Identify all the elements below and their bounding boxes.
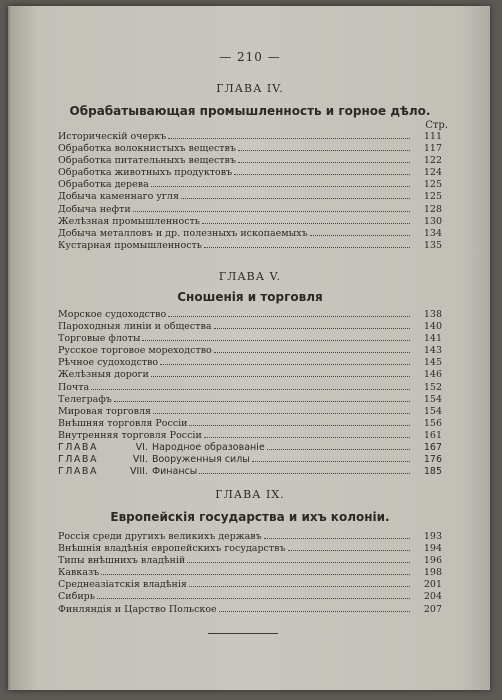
toc-entry — [58, 542, 442, 554]
toc-entry-title: Финансы — [151, 466, 198, 478]
leader-dots — [91, 381, 410, 390]
toc-entry-title: Финляндія и Царство Польское — [58, 603, 217, 615]
toc-entry-title: Внѣшнія владѣнія европейскихъ государствъ — [58, 543, 286, 555]
toc-entry-page: 152 — [423, 381, 442, 393]
leader-dots — [189, 417, 410, 426]
chapter-9-title: Европейскія государства и ихъ колоніи. — [110, 510, 390, 524]
toc-entry-title: Внѣшняя торговля Россіи — [58, 417, 188, 429]
toc-entry-title: Вооруженныя силы — [151, 454, 250, 466]
toc-entry-page: 145 — [423, 357, 442, 369]
toc-entry-title: Добыча нефти — [58, 203, 131, 215]
leader-dots — [204, 429, 410, 438]
leader-dots — [151, 178, 410, 187]
page-column-header: Стр. — [425, 120, 448, 131]
leader-dots — [168, 308, 410, 317]
toc-entry-title: Желѣзная промышленность — [58, 215, 200, 227]
toc-entry-page: 117 — [423, 143, 442, 155]
toc-entry-page: 125 — [423, 191, 442, 203]
leader-dots — [219, 603, 410, 612]
toc-entry-page: 122 — [423, 155, 442, 167]
toc-entry-title: Торговые флоты — [58, 333, 141, 345]
leader-dots — [97, 590, 410, 599]
toc-entry — [58, 130, 442, 142]
toc-entry — [58, 381, 442, 393]
toc-entry-title: Историческій очеркъ — [58, 131, 167, 142]
chapter-5-toc — [58, 308, 442, 477]
toc-chapter-entry — [58, 453, 442, 465]
toc-entry-page: 141 — [423, 333, 442, 345]
toc-entry-page: 135 — [423, 239, 442, 251]
toc-entry-title: Обработка дерева — [58, 179, 149, 191]
toc-entry-title: Обработка питательныхъ веществъ — [58, 155, 236, 167]
toc-entry — [58, 344, 442, 356]
toc-entry-title: Кавказъ — [58, 567, 100, 579]
leader-dots — [181, 190, 410, 199]
toc-entry — [58, 603, 442, 615]
toc-entry-page: 154 — [423, 405, 442, 417]
toc-entry-page: 143 — [423, 345, 442, 357]
leader-dots — [238, 142, 410, 151]
toc-entry — [58, 166, 442, 178]
page-number: — 210 — — [219, 50, 281, 64]
toc-entry-page: 176 — [423, 454, 442, 466]
chapter-9-label: ГЛАВА IX. — [215, 488, 285, 501]
leader-dots — [214, 344, 410, 353]
toc-entry-page: 140 — [423, 321, 442, 333]
leader-dots — [160, 356, 410, 365]
toc-entry-page: 196 — [423, 555, 442, 567]
toc-entry-title: Кустарная промышленность — [58, 239, 202, 251]
toc-entry-page: 111 — [423, 131, 442, 142]
toc-entry-page: 130 — [423, 215, 442, 227]
toc-entry-page: 154 — [423, 393, 442, 405]
toc-entry-title: Среднеазіатскія владѣнія — [58, 579, 187, 591]
toc-entry-page: 146 — [423, 369, 442, 381]
leader-dots — [151, 368, 410, 377]
toc-entry-page: 201 — [423, 579, 442, 591]
toc-entry — [58, 142, 442, 154]
toc-entry — [58, 332, 442, 344]
toc-entry-title: Внутренняя торговля Россіи — [58, 429, 202, 441]
chapter-4-title: Обрабатывающая промышленность и горное дѣло. — [69, 104, 431, 118]
leader-dots — [189, 578, 410, 587]
chapter-label: ГЛАВА — [58, 442, 98, 454]
toc-entry — [58, 154, 442, 166]
toc-entry-title: Русское торговое мореходство — [58, 345, 212, 357]
leader-dots — [101, 566, 410, 575]
toc-entry — [58, 320, 442, 332]
chapter-9-toc — [58, 530, 442, 615]
toc-entry — [58, 530, 442, 542]
toc-chapter-entry — [58, 465, 442, 477]
toc-entry-title: Типы внѣшнихъ владѣній — [58, 555, 186, 567]
chapter-5-label: ГЛАВА V. — [218, 270, 282, 283]
leader-dots — [133, 203, 410, 212]
chapter-numeral: VIII. — [130, 466, 148, 478]
toc-entry-title: Телеграфъ — [58, 393, 112, 405]
toc-entry — [58, 227, 442, 239]
chapter-4-toc — [58, 130, 442, 251]
toc-entry-title: Почта — [58, 381, 90, 393]
leader-dots — [187, 554, 410, 563]
toc-entry-page: 156 — [423, 417, 442, 429]
toc-entry — [58, 554, 442, 566]
leader-dots — [202, 215, 410, 224]
toc-entry-page: 198 — [423, 567, 442, 579]
toc-entry-title: Народное образованіе — [151, 442, 265, 454]
toc-entry — [58, 215, 442, 227]
leader-dots — [142, 332, 410, 341]
toc-entry-title: Желѣзныя дороги — [58, 369, 149, 381]
toc-entry — [58, 393, 442, 405]
toc-entry — [58, 356, 442, 368]
leader-dots — [234, 166, 410, 175]
toc-entry — [58, 178, 442, 190]
toc-entry-page: 125 — [423, 179, 442, 191]
book-page — [8, 6, 490, 690]
toc-entry-title: Сибирь — [58, 591, 95, 603]
toc-entry-title: Добыча металловъ и др. полезныхъ ископаемыхъ — [58, 227, 308, 239]
chapter-numeral: VII. — [132, 454, 148, 466]
leader-dots — [252, 453, 410, 462]
toc-entry-page: 161 — [423, 429, 442, 441]
toc-entry — [58, 203, 442, 215]
chapter-4-label: ГЛАВА IV. — [216, 82, 284, 95]
chapter-label: ГЛАВА — [58, 454, 98, 466]
toc-entry-title: Обработка животныхъ продуктовъ — [58, 167, 233, 179]
leader-dots — [153, 405, 410, 414]
toc-entry — [58, 190, 442, 202]
chapter-label: ГЛАВА — [58, 466, 98, 478]
toc-entry-title: Мировая торговля — [58, 405, 152, 417]
toc-entry — [58, 417, 442, 429]
leader-dots — [288, 542, 410, 551]
toc-entry — [58, 566, 442, 578]
closing-rule — [208, 633, 278, 634]
chapter-numeral: VI. — [135, 442, 148, 454]
toc-entry-page: 204 — [423, 591, 442, 603]
toc-entry-title: Пароходныя линіи и общества — [58, 321, 212, 333]
toc-entry-page: 193 — [423, 531, 442, 542]
toc-entry — [58, 239, 442, 251]
toc-entry — [58, 368, 442, 380]
toc-entry-page: 124 — [423, 167, 442, 179]
toc-entry-page: 128 — [423, 203, 442, 215]
toc-entry-title: Россія среди другихъ великихъ державъ — [58, 531, 262, 542]
chapter-5-title: Сношенія и торговля — [177, 290, 323, 304]
toc-entry-title: Добыча каменнаго угля — [58, 191, 179, 203]
toc-entry-page: 138 — [423, 309, 442, 320]
leader-dots — [214, 320, 410, 329]
toc-entry — [58, 590, 442, 602]
leader-dots — [310, 227, 410, 236]
toc-entry-title: Морское судоходство — [58, 309, 167, 320]
toc-entry — [58, 308, 442, 320]
leader-dots — [199, 465, 410, 474]
toc-entry — [58, 429, 442, 441]
toc-entry — [58, 405, 442, 417]
toc-entry-page: 134 — [423, 227, 442, 239]
leader-dots — [238, 154, 410, 163]
leader-dots — [168, 130, 410, 139]
toc-entry — [58, 578, 442, 590]
toc-entry-title: Рѣчное судоходство — [58, 357, 159, 369]
toc-chapter-entry — [58, 441, 442, 453]
leader-dots — [204, 239, 410, 248]
toc-entry-page: 194 — [423, 543, 442, 555]
toc-entry-page: 167 — [423, 442, 442, 454]
leader-dots — [114, 393, 410, 402]
leader-dots — [267, 441, 410, 450]
toc-entry-title: Обработка волокнистыхъ веществъ — [58, 143, 236, 155]
leader-dots — [264, 530, 410, 539]
toc-entry-page: 185 — [423, 466, 442, 478]
toc-entry-page: 207 — [423, 603, 442, 615]
